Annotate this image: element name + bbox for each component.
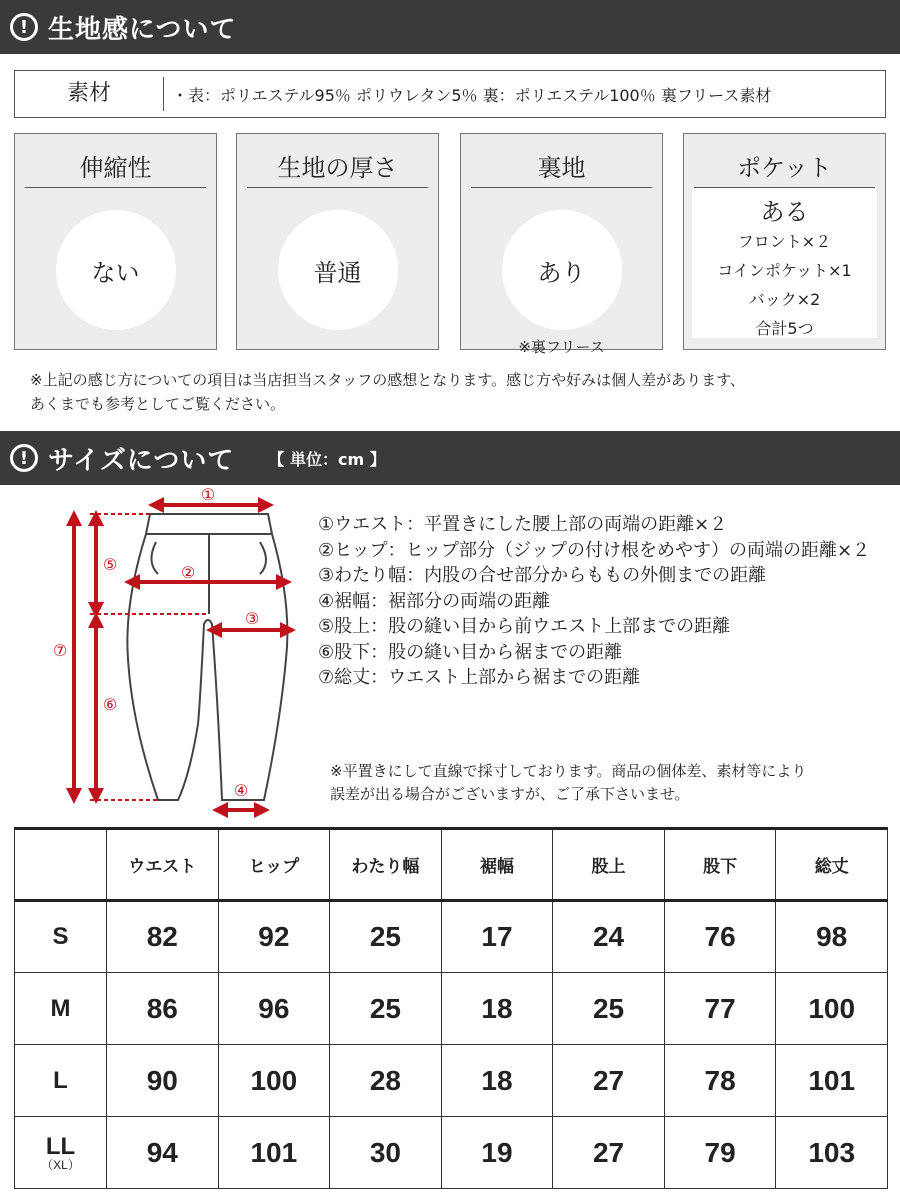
feature-title: 伸縮性	[25, 148, 206, 188]
legend-item: ②ヒップ：ヒップ部分（ジップの付け根をめやす）の両端の距離×２	[318, 539, 871, 561]
disclaimer-line: ※上記の感じ方についての項目は当店担当スタッフの感想となります。感じ方や好みは個人差があります、	[30, 371, 745, 389]
size-section-title: サイズについて	[48, 445, 235, 476]
table-cell: 25	[330, 973, 442, 1045]
fabric-section-header	[0, 0, 900, 54]
marker-6: ⑥	[102, 695, 118, 714]
material-value: ・表：ポリエステル95％ ポリウレタン5％ 裏：ポリエステル100％ 裏フリース素材	[172, 85, 772, 105]
disclaimer-line: ※平置きにして直線で採寸しております。商品の個体差、素材等により	[330, 762, 807, 780]
table-row	[15, 1045, 888, 1117]
table-cell: 92	[218, 901, 330, 973]
header-cell: 総丈	[776, 829, 888, 901]
marker-1: ①	[200, 485, 216, 504]
header-cell: 裾幅	[441, 829, 553, 901]
table-cell: 82	[107, 901, 219, 973]
feature-value: 普通	[278, 210, 398, 330]
feature-pocket	[683, 133, 886, 350]
marker-4: ④	[233, 781, 249, 800]
feature-disclaimer	[30, 368, 745, 416]
feature-title: 生地の厚さ	[247, 148, 428, 188]
size-name: S	[52, 923, 69, 950]
header-cell: 股下	[664, 829, 776, 901]
table-cell: 27	[553, 1117, 665, 1189]
table-row	[15, 1117, 888, 1189]
table-cell: 100	[218, 1045, 330, 1117]
table-cell: 90	[107, 1045, 219, 1117]
feature-title: ポケット	[694, 148, 875, 188]
pocket-detail: コインポケット×1	[717, 261, 852, 280]
pants-outline	[127, 514, 287, 800]
pants-diagram	[40, 484, 310, 820]
feature-value: あり	[502, 210, 622, 330]
exclamation-circle-icon: !	[10, 13, 38, 41]
measurement-legend	[318, 512, 870, 691]
feature-title: 裏地	[471, 148, 652, 188]
pocket-detail: 合計5つ	[755, 319, 814, 338]
exclamation-circle-icon: !	[10, 444, 38, 472]
table-cell: 78	[664, 1045, 776, 1117]
disclaimer-line: あくまでも参考としてご覧ください。	[30, 395, 286, 413]
marker-5: ⑤	[102, 555, 118, 574]
table-cell: 25	[553, 973, 665, 1045]
pocket-detail: フロント×２	[737, 232, 832, 251]
marker-3: ③	[244, 609, 260, 628]
table-cell: 27	[553, 1045, 665, 1117]
pocket-detail: バック×2	[748, 290, 821, 309]
legend-item: ⑤股上：股の縫い目から前ウエスト上部までの距離	[318, 616, 731, 637]
table-cell: 86	[107, 973, 219, 1045]
legend-item: ①ウエスト：平置きにした腰上部の両端の距離×２	[318, 514, 728, 535]
marker-2: ②	[180, 563, 196, 582]
table-cell: 103	[776, 1117, 888, 1189]
feature-thickness	[236, 133, 439, 350]
header-cell: わたり幅	[330, 829, 442, 901]
unit-label: 【 単位：cm 】	[268, 449, 386, 469]
size-name: L	[53, 1066, 68, 1094]
feature-lining	[460, 133, 663, 356]
table-cell: 18	[441, 1045, 553, 1117]
table-cell: 19	[441, 1117, 553, 1189]
material-label: 素材	[15, 77, 164, 111]
feature-note: ※裏フリース	[518, 338, 605, 356]
table-cell: 18	[441, 973, 553, 1045]
header-cell: ヒップ	[218, 829, 330, 901]
size-section-header	[0, 431, 900, 485]
material-row	[14, 70, 886, 118]
table-cell: 100	[776, 973, 888, 1045]
table-row	[15, 901, 888, 973]
feature-stretch	[14, 133, 217, 350]
table-cell: 101	[776, 1045, 888, 1117]
feature-value: ない	[56, 210, 176, 330]
marker-7: ⑦	[52, 641, 68, 660]
header-cell: ウエスト	[107, 829, 219, 901]
table-header-row	[15, 829, 888, 901]
table-cell: 101	[218, 1117, 330, 1189]
size-name: LL	[45, 1132, 76, 1160]
legend-item: ⑥股下：股の縫い目から裾までの距離	[318, 641, 623, 663]
legend-item: ⑦総丈：ウエスト上部から裾までの距離	[318, 667, 641, 688]
header-cell	[15, 829, 107, 901]
table-cell: 28	[330, 1045, 442, 1117]
feature-value: ある	[760, 198, 809, 226]
size-label	[15, 901, 107, 973]
table-cell: 96	[218, 973, 330, 1045]
table-cell: 25	[330, 901, 442, 973]
table-cell: 98	[776, 901, 888, 973]
table-cell: 30	[330, 1117, 442, 1189]
table-cell: 79	[664, 1117, 776, 1189]
legend-item: ④裾幅：裾部分の両端の距離	[318, 590, 551, 612]
size-name: M	[50, 994, 71, 1022]
size-label	[15, 973, 107, 1045]
measurement-disclaimer	[330, 760, 806, 806]
fabric-section-title: 生地感について	[48, 14, 237, 45]
size-label	[15, 1117, 107, 1189]
table-cell: 76	[664, 901, 776, 973]
table-cell: 94	[107, 1117, 219, 1189]
size-table	[14, 827, 888, 1189]
pocket-details	[692, 188, 877, 338]
table-cell: 17	[441, 901, 553, 973]
header-cell: 股上	[553, 829, 665, 901]
size-label	[15, 1045, 107, 1117]
legend-item: ③わたり幅：内股の合せ部分からももの外側までの距離	[318, 565, 767, 586]
disclaimer-line: 誤差が出る場合がございますが、ご了承下さいませ。	[330, 785, 690, 803]
table-row	[15, 973, 888, 1045]
table-cell: 24	[553, 901, 665, 973]
size-subname: （XL）	[41, 1157, 80, 1172]
table-cell: 77	[664, 973, 776, 1045]
